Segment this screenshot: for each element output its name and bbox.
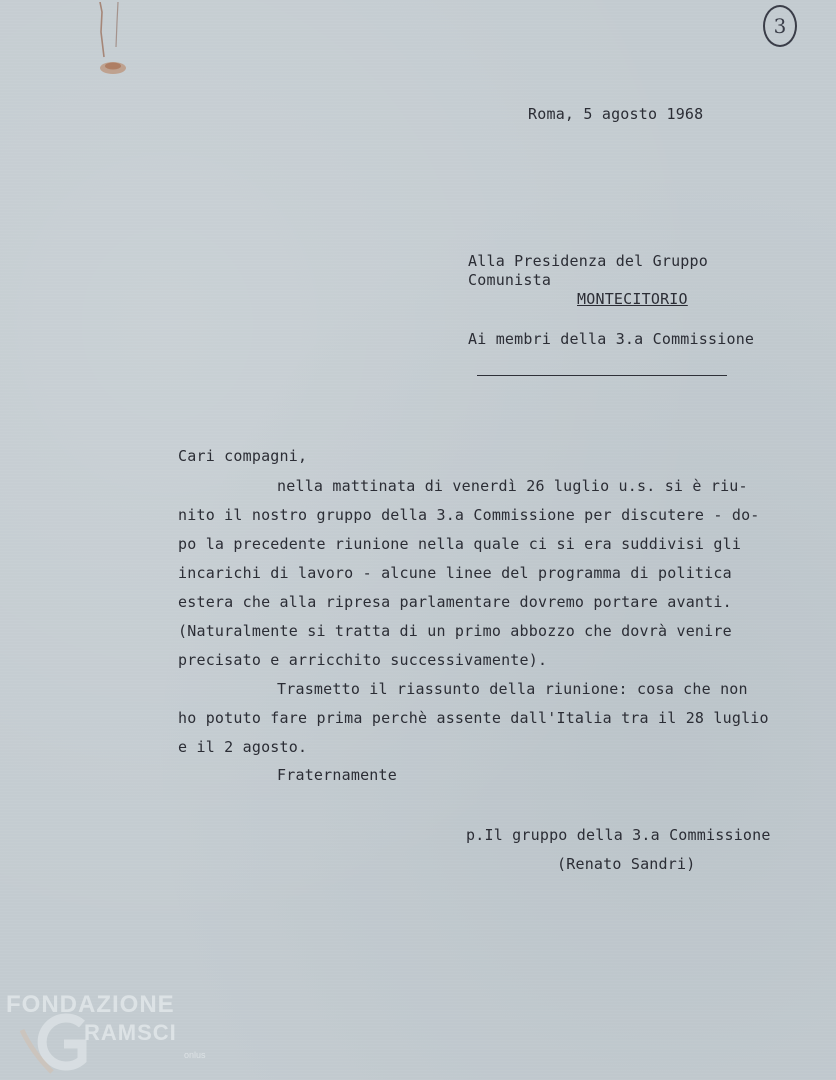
- signature-line-2: (Renato Sandri): [557, 855, 696, 873]
- watermark-suffix: onlus: [184, 1050, 206, 1060]
- recipient-divider: [477, 375, 727, 376]
- letter-date: Roma, 5 agosto 1968: [528, 105, 704, 123]
- body-line-8: Trasmetto il riassunto della riunione: cosa che non: [277, 680, 748, 698]
- body-line-6: (Naturalmente si tratta di un primo abbozzo che dovrà venire: [178, 622, 732, 640]
- watermark-line-1: FONDAZIONE: [6, 991, 175, 1018]
- body-line-3: po la precedente riunione nella quale ci si era suddivisi gli: [178, 535, 742, 553]
- page-number-circle: 3: [763, 5, 797, 47]
- body-line-7: precisato e arricchito successivamente).: [178, 651, 548, 669]
- fondazione-gramsci-watermark: [4, 990, 244, 1075]
- recipient-line-1: Alla Presidenza del Gruppo: [468, 252, 708, 270]
- recipient-line-2: Comunista: [468, 271, 552, 289]
- body-line-10: e il 2 agosto.: [178, 738, 308, 756]
- rust-stain-mark: [96, 2, 136, 82]
- recipient-line-4: Ai membri della 3.a Commissione: [468, 330, 755, 348]
- watermark-line-2: RAMSCI: [84, 1020, 177, 1045]
- closing: Fraternamente: [277, 766, 397, 784]
- body-line-4: incarichi di lavoro - alcune linee del programma di politica: [178, 564, 732, 582]
- salutation: Cari compagni,: [178, 447, 308, 465]
- body-line-5: estera che alla ripresa parlamentare dovremo portare avanti.: [178, 593, 732, 611]
- signature-line-1: p.Il gruppo della 3.a Commissione: [466, 826, 771, 844]
- body-line-2: nito il nostro gruppo della 3.a Commissione per discutere - do-: [178, 506, 760, 524]
- recipient-line-3: MONTECITORIO: [577, 290, 688, 308]
- body-line-1: nella mattinata di venerdì 26 luglio u.s. si è riu-: [277, 477, 748, 495]
- body-line-9: ho potuto fare prima perchè assente dall'Italia tra il 28 luglio: [178, 709, 769, 727]
